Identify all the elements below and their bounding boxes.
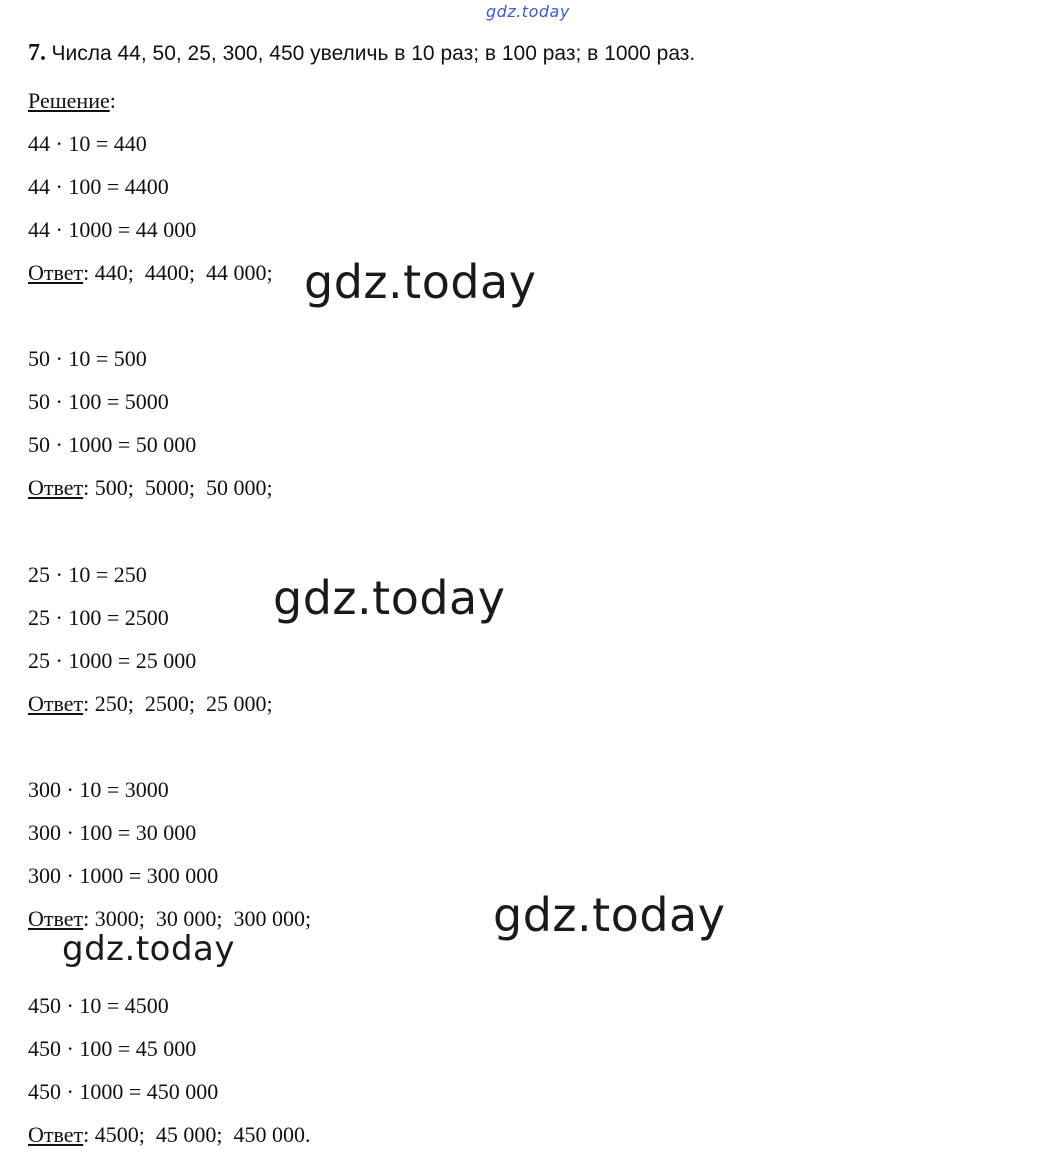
answer-label: Ответ (28, 906, 84, 931)
equation-line: 44 · 1000 = 44 000 (28, 217, 197, 242)
equation-line: 300 · 1000 = 300 000 (28, 863, 219, 888)
equation-line: 44 · 100 = 4400 (28, 174, 169, 199)
equation-line: 450 · 10 = 4500 (28, 993, 169, 1018)
equation-line: 450 · 100 = 45 000 (28, 1036, 197, 1061)
equation-line: 25 · 10 = 250 (28, 562, 147, 587)
watermark: gdz.today (62, 929, 235, 969)
equation-line: 50 · 10 = 500 (28, 346, 147, 371)
solution-heading: Решение: (28, 88, 116, 113)
answer-values: : 4500; 45 000; 450 000. (83, 1122, 311, 1147)
answer-line (28, 691, 273, 717)
equation-line: 50 · 100 = 5000 (28, 389, 169, 414)
equation-line: 300 · 100 = 30 000 (28, 820, 197, 845)
solution-label: Решение (28, 88, 110, 113)
watermark-top: gdz.today (486, 2, 570, 21)
answer-label: Ответ (28, 260, 84, 285)
answer-label: Ответ (28, 691, 84, 716)
equation-line: 50 · 1000 = 50 000 (28, 432, 197, 457)
answer-line (28, 475, 273, 501)
answer-line (28, 260, 273, 286)
watermark: gdz.today (304, 255, 537, 309)
answer-values: : 440; 4400; 44 000; (83, 260, 273, 285)
answer-values: : 3000; 30 000; 300 000; (83, 906, 312, 931)
watermark: gdz.today (493, 888, 726, 942)
equation-line: 25 · 1000 = 25 000 (28, 648, 197, 673)
equation-line: 300 · 10 = 3000 (28, 777, 169, 802)
equation-line: 25 · 100 = 2500 (28, 605, 169, 630)
equation-line: 44 · 10 = 440 (28, 131, 147, 156)
task-number: 7. (28, 40, 46, 66)
answer-values: : 250; 2500; 25 000; (83, 691, 273, 716)
task-statement (28, 40, 695, 67)
answer-values: : 500; 5000; 50 000; (83, 475, 273, 500)
answer-line (28, 1122, 310, 1148)
equation-line: 450 · 1000 = 450 000 (28, 1079, 219, 1104)
watermark: gdz.today (273, 571, 506, 625)
answer-label: Ответ (28, 475, 84, 500)
task-text: Числа 44, 50, 25, 300, 450 увеличь в 10 раз; в 100 раз; в 1000 раз. (51, 42, 696, 65)
answer-label: Ответ (28, 1122, 84, 1147)
